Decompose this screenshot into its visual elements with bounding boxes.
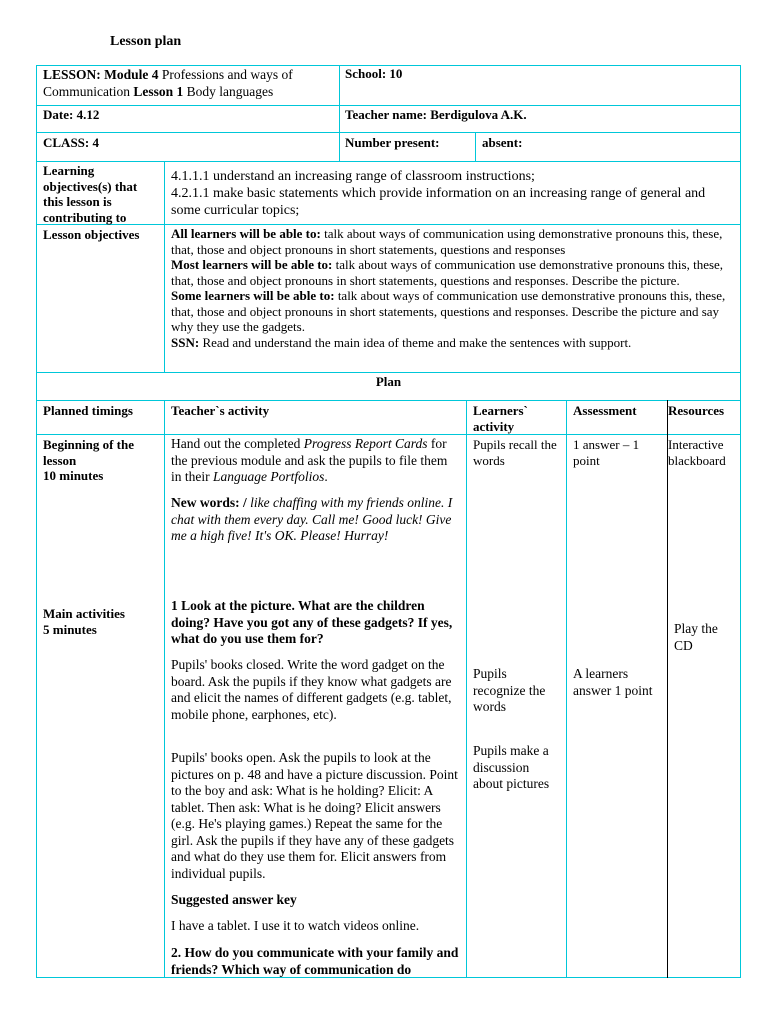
- beginning-timing: Beginning of the lesson 10 minutes: [43, 437, 135, 483]
- col-learners-activity: Learners` activity: [473, 403, 528, 434]
- col-assessment: Assessment: [573, 403, 637, 418]
- lesson-objectives: All learners will be able to: talk about ways of communication using demonstrative pronouns this, these, that, those and object pronouns in short statements, questions and responses Most learners will be able to: talk about ways of communication use demonstrative pronouns this, these, that, those and object pronouns in short statements, questions and responses. Describe the picture. Some learners will be able to: talk about ways of communication use demonstrative pronouns this, these, that, those and object pronouns in short statements, questions and responses. Describe the picture and say why they use the gadgets. SSN: Read and understand the main idea of theme and make the sentences with support.: [171, 226, 726, 350]
- main-timing: Main activities 5 minutes: [43, 606, 125, 637]
- plan-heading: Plan: [375, 374, 402, 389]
- main-learners-activity-1: Pupils recognize the words: [473, 666, 546, 714]
- school: School: 10: [345, 66, 403, 81]
- main-learners-activity-2: Pupils make a discussion about pictures: [473, 743, 550, 791]
- lesson-objectives-label: Lesson objectives: [43, 227, 140, 242]
- col-teacher-activity: Teacher`s activity: [171, 403, 270, 418]
- absent: absent:: [482, 135, 523, 150]
- beginning-assessment: 1 answer – 1 point: [573, 437, 640, 468]
- task1-paragraph-2: Pupils' books open. Ask the pupils to look at the pictures on p. 48 and have a picture discussion. Point to the boy and ask: What is he holding? Elicit: A tablet. Then ask: What is he doing? Elicit answers (e.g. He's playing games.) Repeat the same for the girl. Ask the pupils if they have any of these gadgets and what do they use them for. Elicit answers from individual pupils.: [171, 750, 458, 881]
- task1-heading: 1 Look at the picture. What are the children doing? Have you got any of these gadgets? If yes, what do you use them for?: [171, 598, 453, 646]
- main-resources: Play the CD: [674, 621, 718, 653]
- beginning-teacher-activity: Hand out the completed Progress Report Cards for the previous module and ask the pupils to file them in their Language Portfolios.: [171, 436, 448, 484]
- lesson-title: LESSON: Module 4 Professions and ways of Communication Lesson 1 Body languages: [43, 67, 293, 99]
- task2-heading: 2. How do you communicate with your family and friends? Which way of communication do: [171, 945, 459, 977]
- answer-key: I have a tablet. I use it to watch videos online.: [171, 918, 420, 933]
- col-planned-timings: Planned timings: [43, 403, 133, 418]
- task1-paragraph-1: Pupils' books closed. Write the word gadget on the board. Ask the pupils if they know what gadgets are and elicit the names of different gadgets (e.g. tablet, mobile phone, earphones, etc).: [171, 657, 452, 722]
- beginning-learners-activity: Pupils recall the words: [473, 437, 557, 468]
- date: Date: 4.12: [43, 107, 100, 122]
- document-title: Lesson plan: [110, 34, 182, 49]
- number-present: Number present:: [345, 135, 440, 150]
- col-resources: Resources: [668, 403, 725, 418]
- teacher-name: Teacher name: Berdigulova A.K.: [345, 107, 527, 122]
- learning-objectives: 4.1.1.1 understand an increasing range of classroom instructions; 4.2.1.1 make basic statements which provide information on an increasing range of general and some curricular topics;: [171, 169, 706, 218]
- beginning-resources: Interactive blackboard: [668, 437, 726, 468]
- new-words: New words: / like chaffing with my friends online. I chat with them every day. Call me! Good luck! Give me a high five! It's OK. Please! Hurray!: [171, 495, 453, 543]
- main-assessment: A learners answer 1 point: [573, 666, 653, 698]
- answer-key-label: Suggested answer key: [171, 892, 297, 907]
- class: CLASS: 4: [43, 135, 99, 150]
- learning-objectives-label: Learning objectives(s) that this lesson is contributing to: [43, 163, 138, 225]
